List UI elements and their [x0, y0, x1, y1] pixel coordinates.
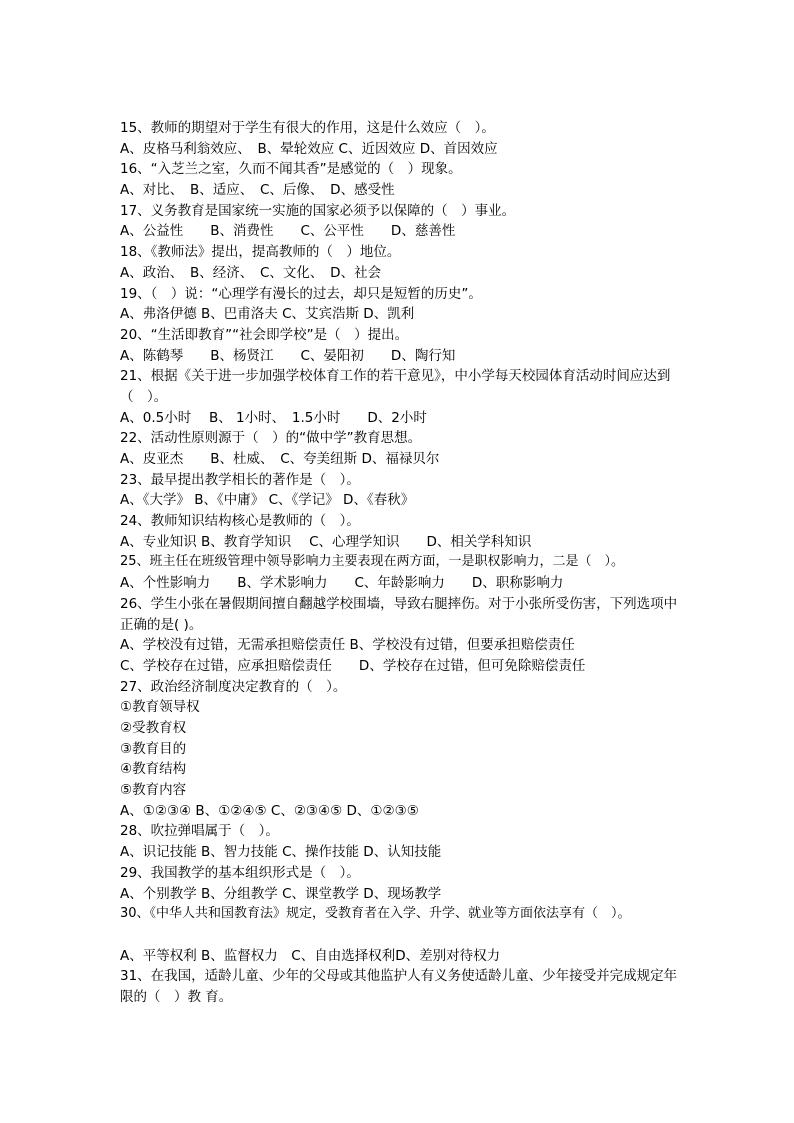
options-26-ab: A、学校没有过错，无需承担赔偿责任 B、学校没有过错，但要承担赔偿责任: [120, 637, 575, 654]
question-19: 19、（ ）说：“心理学有漫长的过去，却只是短暂的历史”。: [120, 285, 482, 302]
options-25: A、个性影响力 B、学术影响力 C、年龄影响力 D、职称影响力: [120, 575, 564, 592]
options-22: A、皮亚杰 B、杜威、 C、夸美纽斯 D、福禄贝尔: [120, 451, 440, 468]
question-28: 28、吹拉弹唱属于（ ）。: [120, 823, 279, 840]
question-25: 25、班主任在班级管理中领导影响力主要表现在两方面，一是职权影响力，二是（ ）。: [120, 554, 625, 570]
question-24: 24、教师知识结构核心是教师的（ ）。: [120, 513, 360, 530]
question-17: 17、义务教育是国家统一实施的国家必须予以保障的（ ）事业。: [120, 202, 516, 219]
document-body: [120, 118, 680, 1008]
options-28: A、识记技能 B、智力技能 C、操作技能 D、认知技能: [120, 844, 442, 861]
question-26: 26、学生小张在暑假期间擅自翻越学校围墙，导致右腿摔伤。对于小张所受伤害，下列选项中正确的是( )。: [120, 595, 678, 633]
options-26-cd: C、学校存在过错，应承担赔偿责任 D、学校存在过错，但可免除赔偿责任: [120, 657, 586, 674]
options-17: A、公益性 B、消费性 C、公平性 D、慈善性: [120, 223, 456, 240]
options-19: A、弗洛伊德 B、巴甫洛夫 C、艾宾浩斯 D、凯利: [120, 306, 415, 323]
item-27-2: ②受教育权: [120, 720, 187, 736]
item-27-5: ⑤教育内容: [120, 782, 187, 799]
options-18: A、政治、 B、经济、 C、文化、 D、社会: [120, 264, 382, 281]
question-31: 31、在我国，适龄儿童、少年的父母或其他监护人有义务使适龄儿童、少年接受并完成规定年限的（ ）教 育。: [120, 968, 678, 1005]
question-22: 22、活动性原则源于（ ）的“做中学”教育思想。: [120, 430, 422, 447]
options-30: A、平等权利 B、监督权力 C、自由选择权利D、差别对待权力: [120, 947, 501, 964]
question-18: 18、《教师法》提出，提高教师的（ ）地位。: [120, 244, 401, 261]
item-27-4: ④教育结构: [120, 761, 187, 778]
options-27: A、①②③④ B、①②④⑤ C、②③④⑤ D、①②③⑤: [120, 802, 419, 819]
question-30: 30、《中华人共和国教育法》规定，受教育者在入学、升学、就业等方面依法享有（ ）。: [120, 906, 631, 922]
options-29: A、个别教学 B、分组教学 C、课堂教学 D、现场教学: [120, 885, 442, 902]
options-20: A、陈鹤琴 B、杨贤江 C、晏阳初 D、陶行知: [120, 347, 456, 364]
question-21: 21、根据《关于进一步加强学校体育工作的若干意见》，中小学每天校园体育活动时间应达到（ ）。: [120, 368, 671, 405]
question-29: 29、我国教学的基本组织形式是（ ）。: [120, 864, 360, 881]
item-27-3: ③教育目的: [120, 740, 187, 757]
question-15: 15、教师的期望对于学生有很大的作用，这是什么效应（ ）。: [120, 120, 495, 136]
options-21: A、0.5小时 B、 1小时、 1.5小时 D、2小时: [120, 409, 427, 426]
question-27: 27、政治经济制度决定教育的（ ）。: [120, 678, 347, 695]
item-27-1: ①教育领导权: [120, 699, 200, 716]
question-16: 16、“入芝兰之室，久而不闻其香”是感觉的（ ）现象。: [120, 161, 462, 178]
options-24: A、专业知识 B、教育学知识 C、心理学知识 D、相关学科知识: [120, 533, 532, 550]
options-16: A、对比、 B、适应、 C、后像、 D、感受性: [120, 182, 395, 199]
question-20: 20、“生活即教育”“社会即学校”是（ ）提出。: [120, 326, 409, 343]
question-23: 23、最早提出教学相长的著作是（ ）。: [120, 471, 360, 488]
options-23: A、《大学》 B、《中庸》 C、《学记》 D、《春秋》: [120, 492, 415, 509]
options-15: A、皮格马利翁效应、 B、晕轮效应 C、近因效应 D、首因效应: [120, 140, 498, 157]
blank-line: [120, 925, 680, 946]
